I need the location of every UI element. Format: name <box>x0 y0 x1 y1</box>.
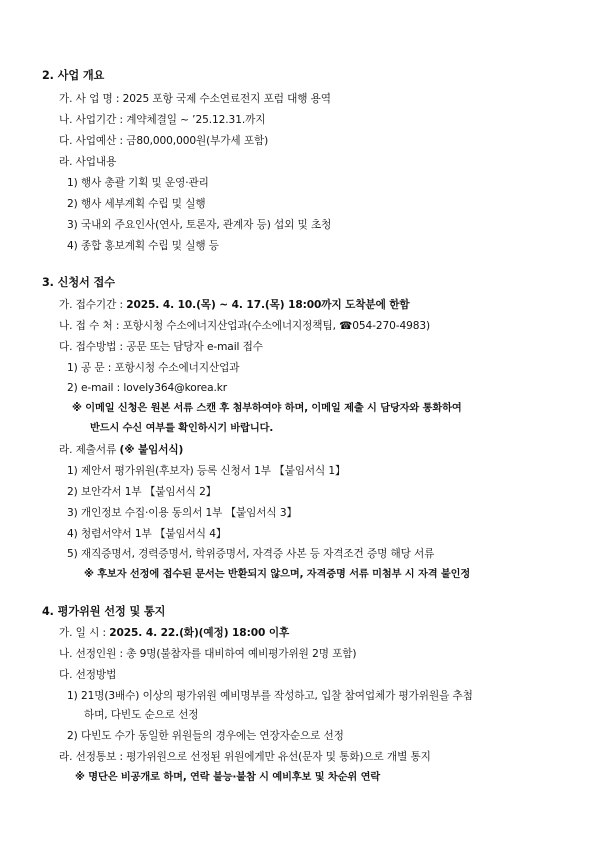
project-period-line: 나. 사업기간 : 계약체결일 ~ ’25.12.31.까지 <box>59 114 266 126</box>
application-method-email: 2) e-mail : lovely364@korea.kr <box>67 382 228 394</box>
document-item: 3) 개인정보 수집·이용 동의서 1부 【붙임서식 3】 <box>67 507 297 519</box>
documents-attachment-note: (※ 붙임서식) <box>119 444 184 456</box>
project-content-item: 3) 국내외 주요인사(연사, 토론자, 관계자 등) 섭외 및 초청 <box>67 219 332 231</box>
document-item: 4) 청렴서약서 1부 【붙임서식 4】 <box>67 528 227 540</box>
documents-label: 라. 제출서류 <box>59 444 120 456</box>
application-period-line <box>59 298 410 312</box>
project-content-item: 4) 종합 홍보계획 수립 및 실행 등 <box>67 240 219 252</box>
selection-date-line <box>59 626 289 640</box>
selection-date-label: 가. 일 시 : <box>59 627 110 639</box>
selection-count-line: 나. 선정인원 : 총 9명(불참자를 대비하여 예비평가위원 2명 포함) <box>59 648 357 660</box>
document-item: 1) 제안서 평가위원(후보자) 등록 신청서 1부 【붙임서식 1】 <box>67 465 346 477</box>
selection-date-value: 2025. 4. 22.(화)(예정) 18:00 이후 <box>109 627 290 639</box>
email-note-line-2: 반드시 수신 여부를 확인하시기 바랍니다. <box>90 423 274 434</box>
section-heading-overview: 2. 사업 개요 <box>42 69 105 82</box>
selection-method-item-2: 2) 다빈도 수가 동일한 위원들의 경우에는 연장자순으로 선정 <box>67 730 344 742</box>
project-content-label: 라. 사업내용 <box>59 156 117 168</box>
selection-notice-note: ※ 명단은 비공개로 하며, 연락 불능·불참 시 예비후보 및 차순위 연락 <box>75 772 381 783</box>
project-name-line: 가. 사 업 명 : 2025 포항 국제 수소연료전지 포럼 대행 용역 <box>59 93 331 105</box>
section-heading-application: 3. 신청서 접수 <box>42 276 115 289</box>
document-item: 2) 보안각서 1부 【붙임서식 2】 <box>67 486 217 498</box>
documents-note: ※ 후보자 선정에 접수된 문서는 반환되지 않으며, 자격증명 서류 미첨부 시 자격 불인정 <box>84 569 471 580</box>
documents-line <box>59 443 183 457</box>
selection-method-item-1a: 1) 21명(3배수) 이상의 평가위원 예비명부를 작성하고, 입찰 참여업체가 평가위원을 추첨 <box>67 690 473 702</box>
application-method-official: 1) 공 문 : 포항시청 수소에너지산업과 <box>67 362 240 374</box>
application-period-label: 가. 접수기간 : <box>59 299 127 311</box>
project-content-item: 2) 행사 세부계획 수립 및 실행 <box>67 198 206 210</box>
project-content-item: 1) 행사 총괄 기획 및 운영·관리 <box>67 177 209 189</box>
application-receiver-line: 나. 접 수 처 : 포항시청 수소에너지산업과(수소에너지정책팀, ☎054-270-4983) <box>59 320 431 332</box>
document-item: 5) 재직증명서, 경력증명서, 학위증명서, 자격증 사본 등 자격조건 증명 해당 서류 <box>67 548 435 560</box>
email-note-line-1: ※ 이메일 신청은 원본 서류 스캔 후 첨부하여야 하며, 이메일 제출 시 담당자와 통화하여 <box>72 403 462 414</box>
section-heading-selection: 4. 평가위원 선정 및 통지 <box>42 605 166 618</box>
application-period-value: 2025. 4. 10.(목) ~ 4. 17.(목) 18:00까지 도착분에 한함 <box>126 299 410 311</box>
selection-notice-line: 라. 선정통보 : 평가위원으로 선정된 위원에게만 유선(문자 및 통화)으로 개별 통지 <box>59 751 431 763</box>
project-budget-line: 다. 사업예산 : 금80,000,000원(부가세 포함) <box>59 135 269 147</box>
selection-method-line: 다. 선정방법 <box>59 669 117 681</box>
application-method-line: 다. 접수방법 : 공문 또는 담당자 e-mail 접수 <box>59 341 263 353</box>
selection-method-item-1b: 하며, 다빈도 순으로 선정 <box>84 709 199 721</box>
